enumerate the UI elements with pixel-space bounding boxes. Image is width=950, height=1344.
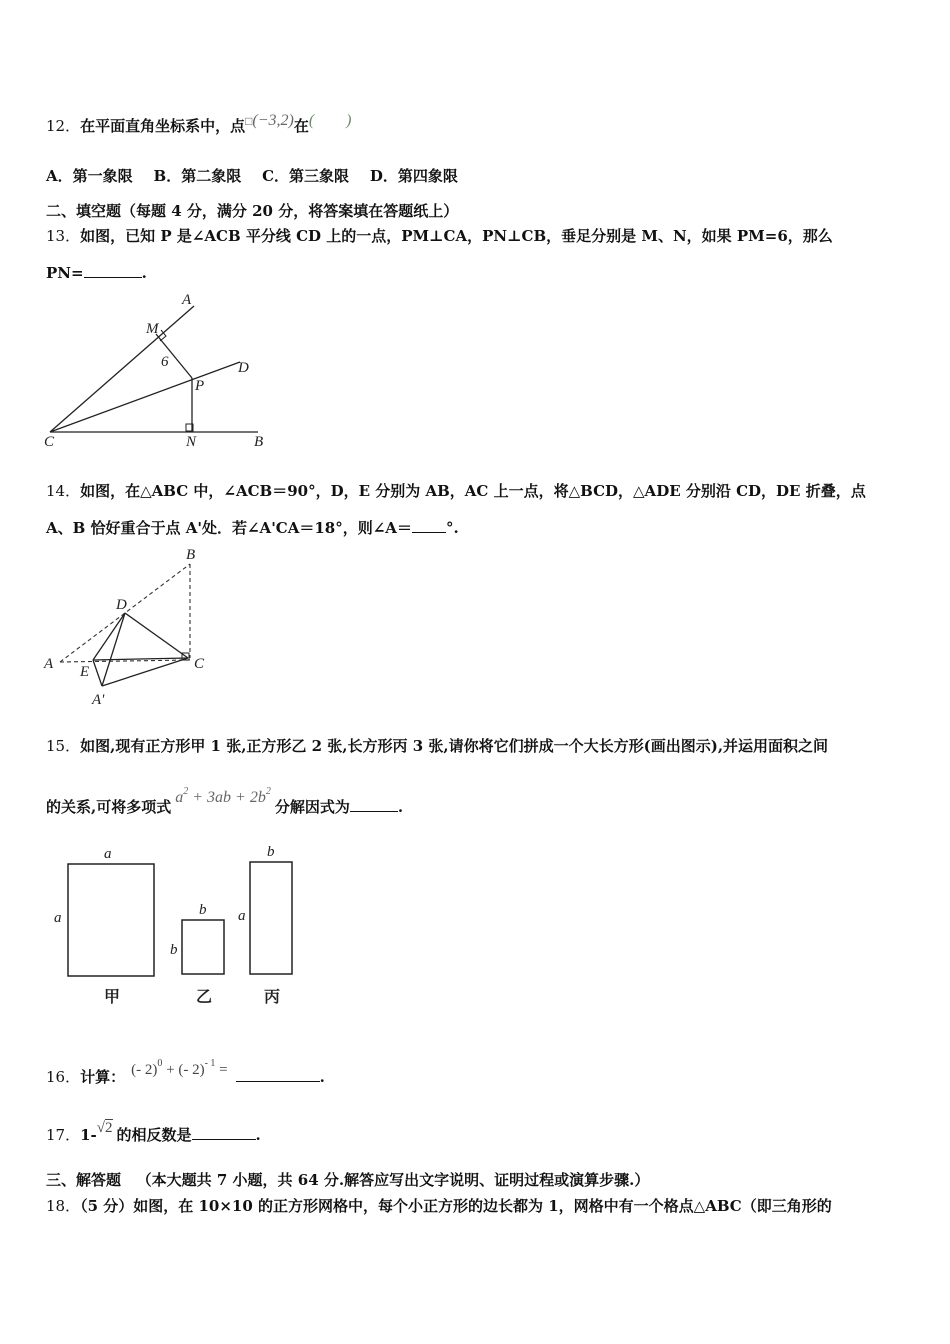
q14-line2: A、B 恰好重合于点 A'处．若∠A'CA＝18°，则∠A＝ [46, 519, 412, 537]
yi-name: 乙 [196, 987, 213, 1006]
q13-text: 如图，已知 P 是∠ACB 平分线 CD 上的一点，PM⊥CA，PN⊥CB，垂足分别是 M、N，如果 PM=6，那么 [80, 227, 833, 245]
q17-number: 17． [46, 1126, 81, 1144]
segment-de [93, 613, 125, 660]
jia-name: 甲 [104, 987, 121, 1006]
bing-name: 丙 [264, 987, 281, 1006]
label-d: D [238, 360, 249, 376]
question-15-line2 [46, 786, 404, 820]
dashed-ac [60, 660, 190, 662]
segment-dc [125, 613, 188, 658]
poly-mid: + 3ab + 2b [188, 789, 266, 806]
label-a-prime: A' [92, 692, 105, 708]
label-b: B [254, 434, 264, 450]
expr-eq: = [215, 1062, 228, 1078]
q13-number: 13． [46, 227, 81, 245]
question-13 [46, 226, 833, 246]
label-six: 6 [161, 354, 169, 370]
label-n: N [186, 434, 197, 450]
q12-options: A．第一象限 B．第二象限 C．第三象限 D．第四象限 [46, 167, 458, 185]
q16-expression [131, 1058, 228, 1078]
q13-figure [40, 290, 280, 450]
expr-exp1: 0 [157, 1058, 163, 1069]
q15-answer-blank[interactable] [350, 811, 398, 812]
bing-top-label: b [267, 844, 275, 860]
ray-cd [50, 362, 240, 432]
q15-end: . [397, 798, 404, 816]
q18-text: （5 分）如图，在 10×10 的正方形网格中，每个小正方形的边长都为 1，网格中有一个格点△ABC（即三角形的 [80, 1197, 832, 1215]
label-d: D [116, 597, 127, 613]
q15-polynomial [175, 786, 271, 806]
q16-end: . [319, 1068, 325, 1086]
q14-text: 如图，在△ABC 中，∠ACB＝90°，D，E 分别为 AB，AC 上一点，将△BCD，△ADE 分别沿 CD，DE 折叠，点 [80, 482, 866, 500]
yi-side-label: b [170, 942, 178, 958]
square-jia [68, 864, 154, 976]
question-15 [46, 736, 828, 756]
expr-exp2: - 1 [204, 1058, 216, 1069]
ray-ca [50, 306, 194, 432]
q17-prefix: 1- [80, 1126, 97, 1144]
question-17 [46, 1120, 261, 1146]
q16-number: 16． [46, 1068, 81, 1086]
q12-number: 12． [46, 117, 81, 135]
label-p: P [195, 378, 205, 394]
yi-top-label: b [199, 902, 207, 918]
question-14 [46, 481, 866, 501]
q12-coords: (−3,2) [252, 112, 294, 129]
q12-answer-paren: ( ) [308, 112, 352, 129]
q14-answer-blank[interactable] [412, 532, 446, 533]
label-c: C [44, 434, 55, 450]
q16-answer-blank[interactable] [236, 1081, 320, 1082]
q15-number: 15． [46, 737, 81, 755]
q17-end: . [255, 1126, 261, 1144]
label-c: C [194, 656, 205, 672]
q12-text-after: 在 [293, 117, 309, 135]
jia-top-label: a [104, 846, 112, 862]
q17-sqrt [97, 1120, 113, 1136]
label-e: E [80, 664, 90, 680]
segment-da-prime [102, 613, 125, 686]
q14-figure [40, 542, 220, 712]
q14-end: °. [445, 519, 459, 537]
poly-exp2: 2 [265, 786, 271, 797]
q14-number: 14． [46, 482, 81, 500]
q13-answer-blank[interactable] [84, 277, 142, 278]
label-a: A [182, 292, 192, 308]
sqrt-symbol: √ [96, 1120, 105, 1136]
question-18 [46, 1196, 832, 1216]
segment-ea-prime [93, 660, 102, 686]
section-3-heading: 三、解答题 （本大题共 7 小题，共 64 分.解答应写出文字说明、证明过程或演算步骤.） [46, 1171, 650, 1189]
question-16 [46, 1058, 325, 1090]
q16-text: 计算： [80, 1068, 126, 1086]
expr-base2: (- 2) [178, 1062, 205, 1078]
question-13-line2 [46, 263, 147, 283]
q17-answer-blank[interactable] [192, 1139, 256, 1140]
sqrt-radicand: 2 [105, 1120, 113, 1136]
square-yi [182, 920, 224, 974]
label-b: B [186, 547, 196, 563]
poly-a: a [175, 789, 184, 806]
q15-line2-before: 的关系,可将多项式 [46, 798, 172, 816]
q15-text: 如图,现有正方形甲 1 张,正方形乙 2 张,长方形丙 3 张,请你将它们拼成一个大长方形(画出图示),并运用面积之间 [80, 737, 829, 755]
rect-bing [250, 862, 292, 974]
section-2-heading: 二、填空题（每题 4 分，满分 20 分，将答案填在答题纸上） [46, 202, 459, 220]
q13-line2: PN= [46, 264, 84, 282]
q17-text: 的相反数是 [116, 1126, 192, 1144]
bing-side-label: a [238, 908, 246, 924]
q18-number: 18． [46, 1197, 81, 1215]
q12-text: 在平面直角坐标系中，点 [80, 117, 246, 135]
question-12 [46, 112, 352, 137]
q15-line2-after: 分解因式为 [274, 798, 350, 816]
expr-base1: (- 2) [131, 1062, 158, 1078]
question-14-line2 [46, 518, 459, 538]
poly-exp1: 2 [183, 786, 189, 797]
label-m: M [146, 321, 159, 337]
label-a: A [44, 656, 54, 672]
jia-side-label: a [54, 910, 62, 926]
expr-plus: + [162, 1062, 179, 1078]
q12-box-glyph: □ [245, 114, 253, 128]
q15-figure [48, 842, 308, 1010]
segment-a-prime-c [102, 658, 188, 686]
q13-end: . [141, 264, 147, 282]
